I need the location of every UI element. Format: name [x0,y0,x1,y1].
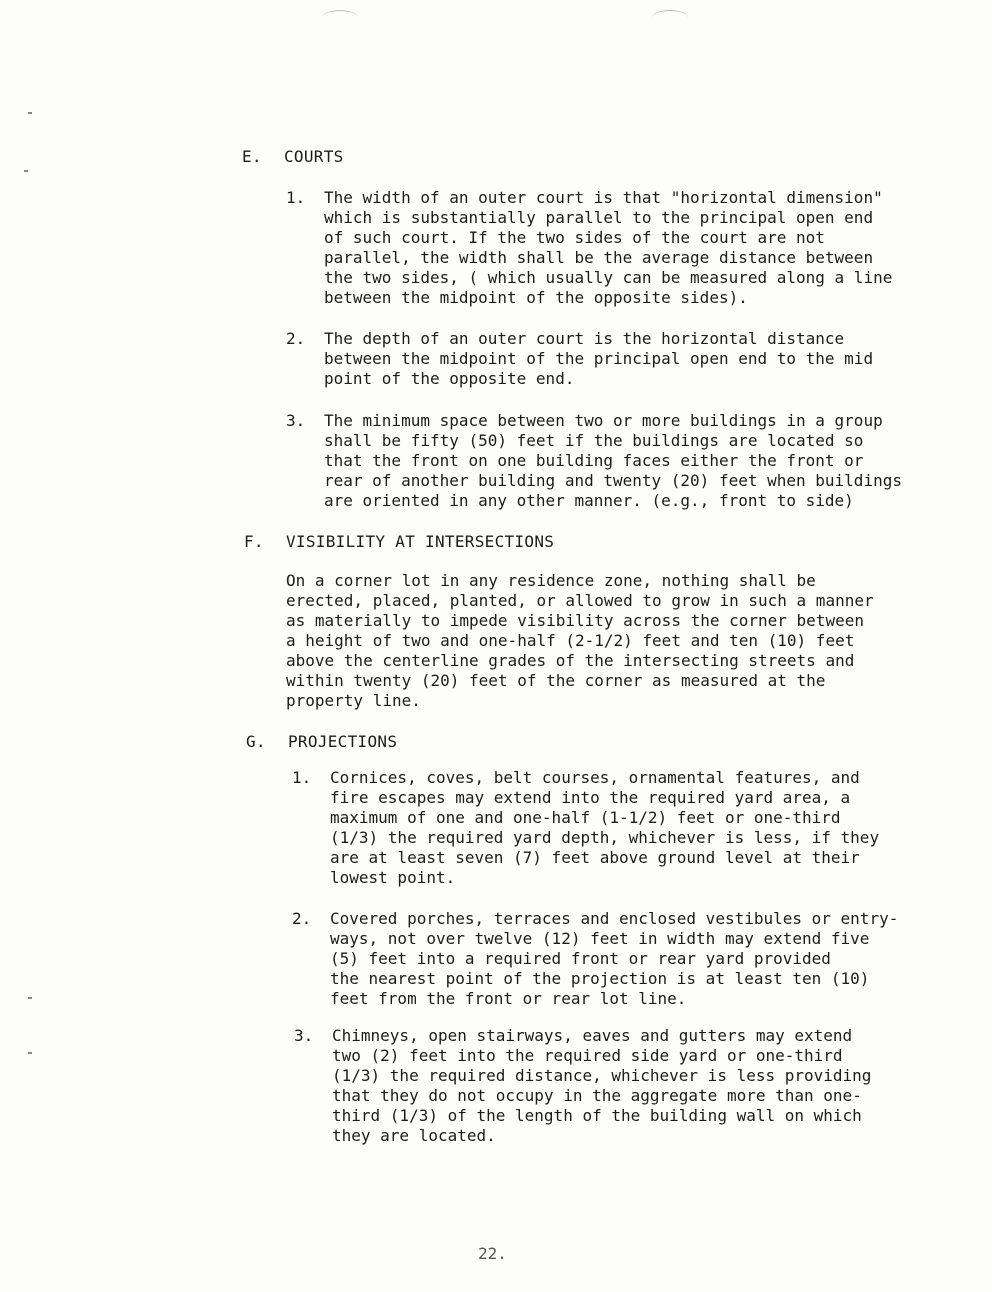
courts-item-2 [286,329,936,389]
item-number: 1. [286,188,306,207]
projections-item-1 [292,768,942,888]
section-letter: E. [242,147,262,166]
item-number: 2. [292,909,312,928]
item-text: The depth of an outer court is the horizontal distance between the midpoint of the principal open end to the mid point of the opposite end. [324,329,874,388]
item-number: 2. [286,329,306,348]
visibility-paragraph: On a corner lot in any residence zone, nothing shall be erected, placed, planted, or allowed to grow in such a manner as materially to impede visibility across the corner between a height of two and one-half (2-1/2) feet and ten (10) feet above the centerline grades of the intersecting streets and within twenty (20) feet of the corner as measured at the property line. [286,571,874,710]
margin-speck [28,1052,32,1054]
item-number: 1. [292,768,312,787]
section-heading-projections [246,732,397,751]
section-title: PROJECTIONS [288,732,398,751]
margin-speck [28,112,32,114]
margin-speck [24,170,28,172]
item-text: The minimum space between two or more buildings in a group shall be fifty (50) feet if the buildings are located so that the front on one building faces either the front or rear of another building and twenty (20) feet when buildings are oriented in any other manner. (e.g., front to side) [324,411,902,510]
section-letter: F. [244,532,264,551]
section-letter: G. [246,732,266,751]
item-number: 3. [286,411,306,430]
projections-item-3 [294,1026,944,1146]
projections-item-2 [292,909,942,1009]
courts-item-1 [286,188,936,308]
item-number: 3. [294,1026,314,1045]
courts-item-3 [286,411,936,511]
page-number: 22. [478,1244,507,1263]
item-text: Cornices, coves, belt courses, ornamental features, and fire escapes may extend into the required yard area, a maximum of one and one-half (1-1/2) feet or one-third (1/3) the required yard depth, whichever is less, if they are at least seven (7) feet above ground level at their lowest point. [330,768,880,887]
section-heading-courts [242,147,344,166]
item-text: The width of an outer court is that "horizontal dimension" which is substantially parallel to the principal open end of such court. If the two sides of the court are not parallel, the width shall be the average distance between the two sides, ( which usually can be measured along a line between the midpoint of the opposite sides). [324,188,893,307]
punch-hole-right [652,10,688,25]
section-heading-visibility [244,532,554,551]
section-title: COURTS [284,147,344,166]
item-text: Covered porches, terraces and enclosed vestibules or entry- ways, not over twelve (12) feet in width may extend five (5) feet into a required front or rear yard provided the nearest point of the projection is at least ten (10) feet from the front or rear lot line. [330,909,899,1008]
section-title: VISIBILITY AT INTERSECTIONS [286,532,555,551]
margin-speck [28,997,32,999]
punch-hole-left [322,10,358,25]
item-text: Chimneys, open stairways, eaves and gutters may extend two (2) feet into the required side yard or one-third (1/3) the required distance, whichever is less providing that they do not occupy in the aggregate more than one- third (1/3) of the length of the building wall on which they are located. [332,1026,872,1145]
